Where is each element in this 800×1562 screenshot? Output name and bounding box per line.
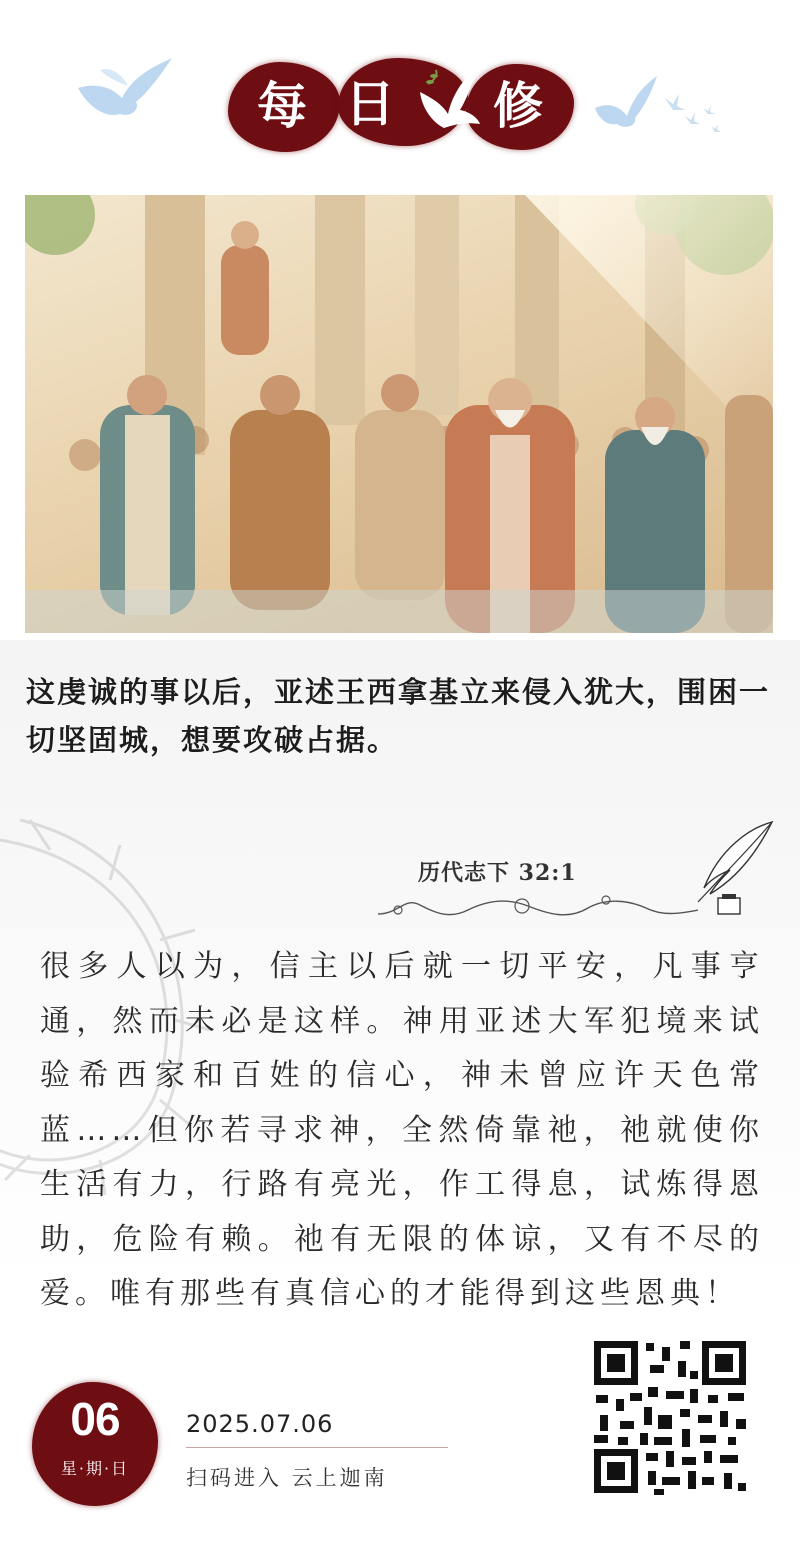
- scripture-verse: 这虔诚的事以后，亚述王西拿基立来侵入犹大，围困一切坚固城，想要攻破占据。: [26, 675, 771, 757]
- day-number: 06: [70, 1393, 120, 1445]
- scan-prompt: 扫码进入 云上迦南: [186, 1466, 388, 1490]
- footer-divider: [186, 1447, 448, 1448]
- title-char-2: 日: [345, 74, 395, 133]
- date-text: 2025.07.06: [186, 1410, 334, 1438]
- qr-code[interactable]: [590, 1337, 750, 1497]
- dove-title-icon: [414, 62, 484, 138]
- title-banner: [228, 56, 574, 156]
- hero-illustration: [25, 195, 773, 633]
- squiggle-divider: [378, 890, 698, 926]
- devotion-text: 很多人以为，信主以后就一切平安，凡事亨通，然而未必是这样。神用亚述大军犯境来试验希西家和百姓的信心，神未曾应许天色常蓝……但你若寻求神，全然倚靠祂，祂就使你生活有力，行路有亮光，作工得息，试炼得恩助，危险有赖。祂有无限的体谅，又有不尽的爱。唯有那些有真信心的才能得到这些恩典！: [40, 949, 764, 1311]
- dove-flock-right-icon: [585, 68, 725, 138]
- scripture-reference: 历代志下 32:1: [418, 860, 577, 886]
- bible-scene-illustration: [25, 195, 773, 633]
- dove-left-icon: [70, 48, 180, 123]
- date-badge: [32, 1382, 158, 1506]
- title-char-3: 修: [493, 76, 543, 135]
- title-char-1: 每: [257, 76, 307, 135]
- quill-inkpot-icon: [680, 818, 780, 918]
- weekday-label: 星·期·日: [60, 1459, 130, 1478]
